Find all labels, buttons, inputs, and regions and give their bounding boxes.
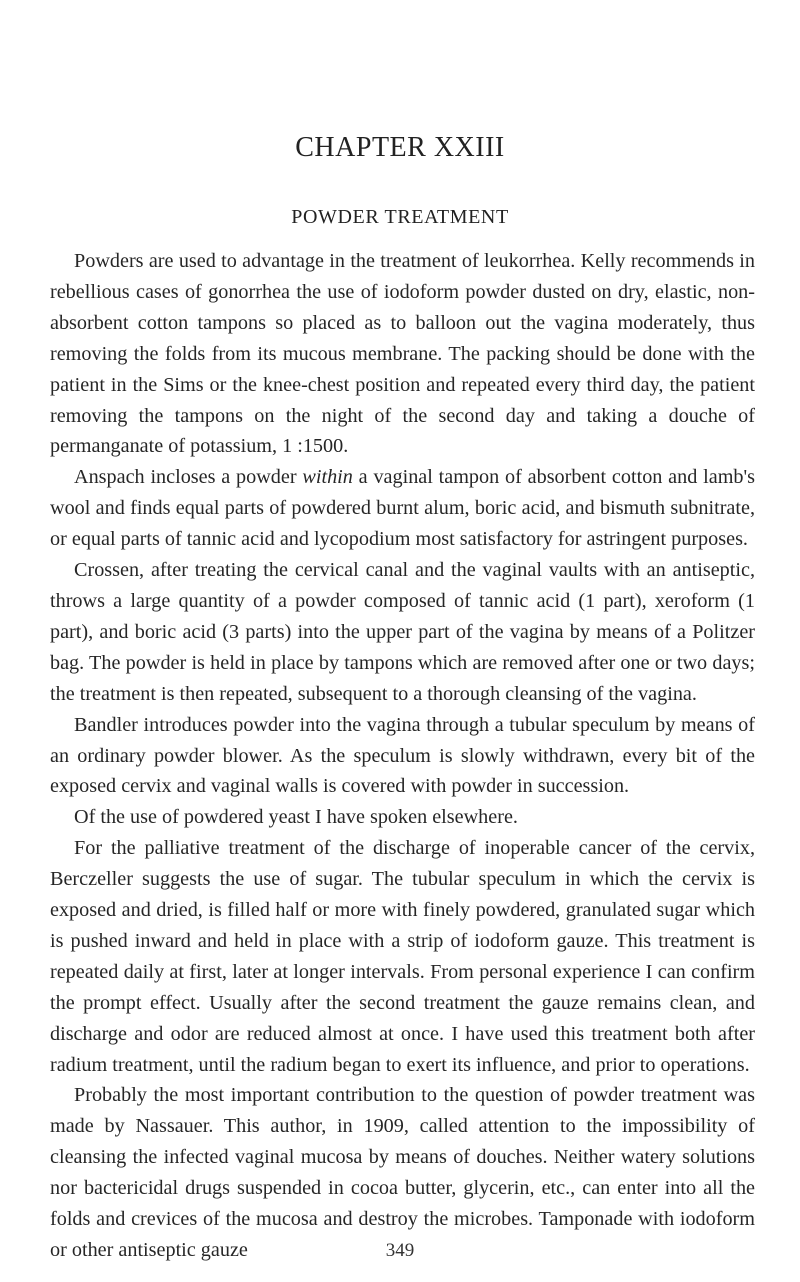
paragraph-bandler: Bandler introduces powder into the vagina through a tubular speculum by means of an ordinary powder blower. As the speculum is slowly withdrawn, every bit of the exposed cervix and vaginal walls is covered with powder in succession. xyxy=(50,713,755,798)
paragraph-yeast: Of the use of powdered yeast I have spoken elsewhere. xyxy=(74,806,518,829)
paragraph-nassauer: Probably the most important contribution to the question of powder treatment was made by Nassauer. This author, in 1909, called attention to the impossibility of cleansing the infected vaginal mucosa by means of douches. Neither watery solutions nor bactericidal drugs suspended in cocoa butter, glycerin, etc., can enter into all the folds and crevices of the mucosa and destroy the microbes. Tamponade with iodoform or other antiseptic gauze xyxy=(50,1084,755,1261)
paragraph-kelly: Powders are used to advantage in the treatment of leukorrhea. Kelly recommends in rebellious cases of gonorrhea the use of iodoform powder dusted on dry, elastic, non-absorbent cotton tampons so placed as to balloon out the vagina moderately, thus removing the folds from its mucous membrane. The packing should be done with the patient in the Sims or the knee-chest position and repeated every third day, the patient removing the tampons on the night of the second day and taking a douche of permanganate of potassium, 1 :1500. xyxy=(50,250,755,458)
chapter-title: CHAPTER XXIII xyxy=(295,132,505,163)
paragraph-anspach xyxy=(50,462,755,555)
paragraph-anspach-text-start: Anspach incloses a powder xyxy=(74,466,303,489)
section-title: POWDER TREATMENT xyxy=(291,206,509,228)
emphasis-within: within xyxy=(302,466,353,489)
paragraph-crossen: Crossen, after treating the cervical canal and the vaginal vaults with an antiseptic, throws a large quantity of a powder composed of tannic acid (1 part), xeroform (1 part), and boric acid (3 parts) into the upper part of the vagina by means of a Politzer bag. The powder is held in place by tampons which are removed after one or two days; the treatment is then repeated, subsequent to a thorough cleansing of the vagina. xyxy=(50,559,755,705)
paragraph-anspach-text-end: a vaginal tampon of absorbent cotton and lamb's wool and finds equal parts of powdered burnt alum, boric acid, and bismuth subnitrate, or equal parts of tannic acid and lycopodium most satisfactory for astringent purposes. xyxy=(50,466,755,551)
page-number: 349 xyxy=(385,1240,415,1261)
body-text xyxy=(50,246,755,1266)
paragraph-berczeller: For the palliative treatment of the discharge of inoperable cancer of the cervix, Berczeller suggests the use of sugar. The tubular speculum in which the cervix is exposed and dried, is filled half or more with finely powdered, granulated sugar which is pushed inward and held in place with a strip of iodoform gauze. This treatment is repeated daily at first, later at longer intervals. From personal experience I can confirm the prompt effect. Usually after the second treatment the gauze remains clean, and discharge and odor are reduced almost at once. I have used this treatment both after radium treatment, until the radium began to exert its influence, and prior to operations. xyxy=(50,837,755,1076)
